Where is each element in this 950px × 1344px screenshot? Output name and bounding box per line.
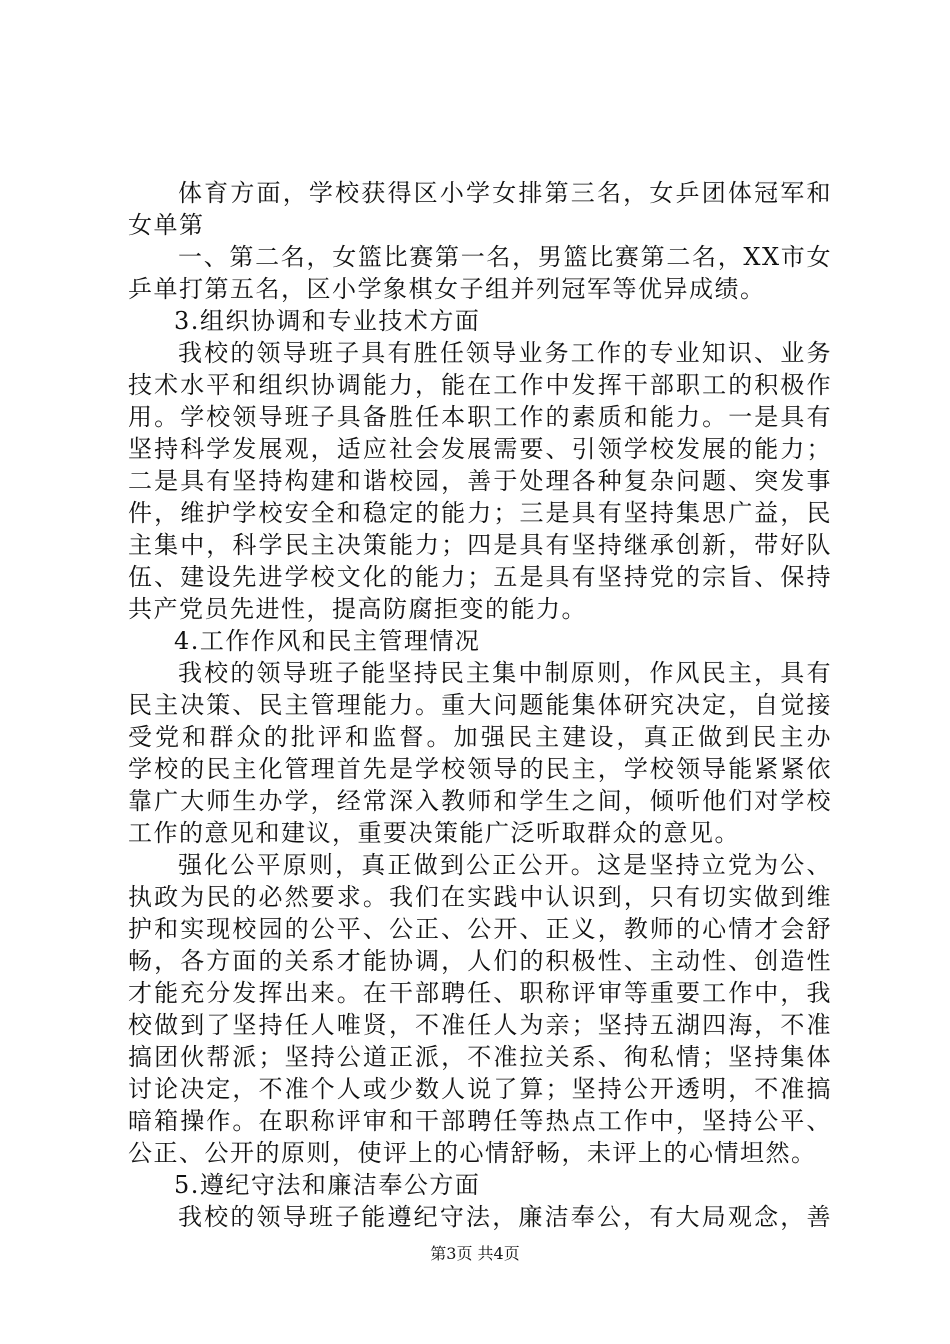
paragraph-line: 伍、建设先进学校文化的能力；五是具有坚持党的宗旨、保持: [128, 563, 832, 591]
paragraph-line: 女单第: [128, 211, 205, 239]
section-heading: 3.组织协调和专业技术方面: [174, 307, 481, 335]
paragraph-line: 体育方面，学校获得区小学女排第三名，女乒团体冠军和: [178, 179, 832, 207]
paragraph-line: 强化公平原则，真正做到公正公开。这是坚持立党为公、: [178, 851, 832, 879]
paragraph-line: 我校的领导班子能遵纪守法，廉洁奉公，有大局观念，善: [178, 1203, 832, 1231]
paragraph-line: 件，维护学校安全和稳定的能力；三是具有坚持集思广益，民: [128, 499, 832, 527]
paragraph-line: 搞团伙帮派；坚持公道正派，不准拉关系、徇私情；坚持集体: [128, 1043, 832, 1071]
paragraph-line: 靠广大师生办学，经常深入教师和学生之间，倾听他们对学校: [128, 787, 832, 815]
paragraph-line: 受党和群众的批评和监督。加强民主建设，真正做到民主办: [128, 723, 832, 751]
paragraph-line: 共产党员先进性，提高防腐拒变的能力。: [128, 595, 587, 623]
paragraph-line: 学校的民主化管理首先是学校领导的民主，学校领导能紧紧依: [128, 755, 832, 783]
paragraph-line: 校做到了坚持任人唯贤，不准任人为亲；坚持五湖四海，不准: [128, 1011, 832, 1039]
paragraph-line: 坚持科学发展观，适应社会发展需要、引领学校发展的能力；: [128, 435, 832, 463]
paragraph-line: 民主决策、民主管理能力。重大问题能集体研究决定，自觉接: [128, 691, 832, 719]
paragraph-line: 护和实现校园的公平、公正、公开、正义，教师的心情才会舒: [128, 915, 832, 943]
paragraph-line: 畅，各方面的关系才能协调，人们的积极性、主动性、创造性: [128, 947, 832, 975]
paragraph-line: 暗箱操作。在职称评审和干部聘任等热点工作中，坚持公平、: [128, 1107, 832, 1135]
paragraph-line: 执政为民的必然要求。我们在实践中认识到，只有切实做到维: [128, 883, 832, 911]
paragraph-line: 技术水平和组织协调能力，能在工作中发挥干部职工的积极作: [128, 371, 832, 399]
paragraph-line: 才能充分发挥出来。在干部聘任、职称评审等重要工作中，我: [128, 979, 832, 1007]
section-heading: 5.遵纪守法和廉洁奉公方面: [174, 1171, 481, 1199]
paragraph-line: 工作的意见和建议，重要决策能广泛听取群众的意见。: [128, 819, 740, 847]
paragraph-line: 二是具有坚持构建和谐校园，善于处理各种复杂问题、突发事: [128, 467, 832, 495]
page-footer: 第3页 共4页: [430, 1244, 520, 1263]
paragraph-line: 我校的领导班子具有胜任领导业务工作的专业知识、业务: [178, 339, 832, 367]
section-heading: 4.工作作风和民主管理情况: [174, 627, 481, 655]
paragraph-line: 一、第二名，女篮比赛第一名，男篮比赛第二名，XX市女: [178, 243, 832, 271]
paragraph-line: 主集中，科学民主决策能力；四是具有坚持继承创新，带好队: [128, 531, 832, 559]
paragraph-line: 公正、公开的原则，使评上的心情舒畅，未评上的心情坦然。: [128, 1139, 817, 1167]
paragraph-line: 用。学校领导班子具备胜任本职工作的素质和能力。一是具有: [128, 403, 832, 431]
paragraph-line: 我校的领导班子能坚持民主集中制原则，作风民主，具有: [178, 659, 832, 687]
paragraph-line: 乒单打第五名，区小学象棋女子组并列冠军等优异成绩。: [128, 275, 766, 303]
document-body: [128, 177, 832, 1233]
paragraph-line: 讨论决定，不准个人或少数人说了算；坚持公开透明，不准搞: [128, 1075, 832, 1103]
